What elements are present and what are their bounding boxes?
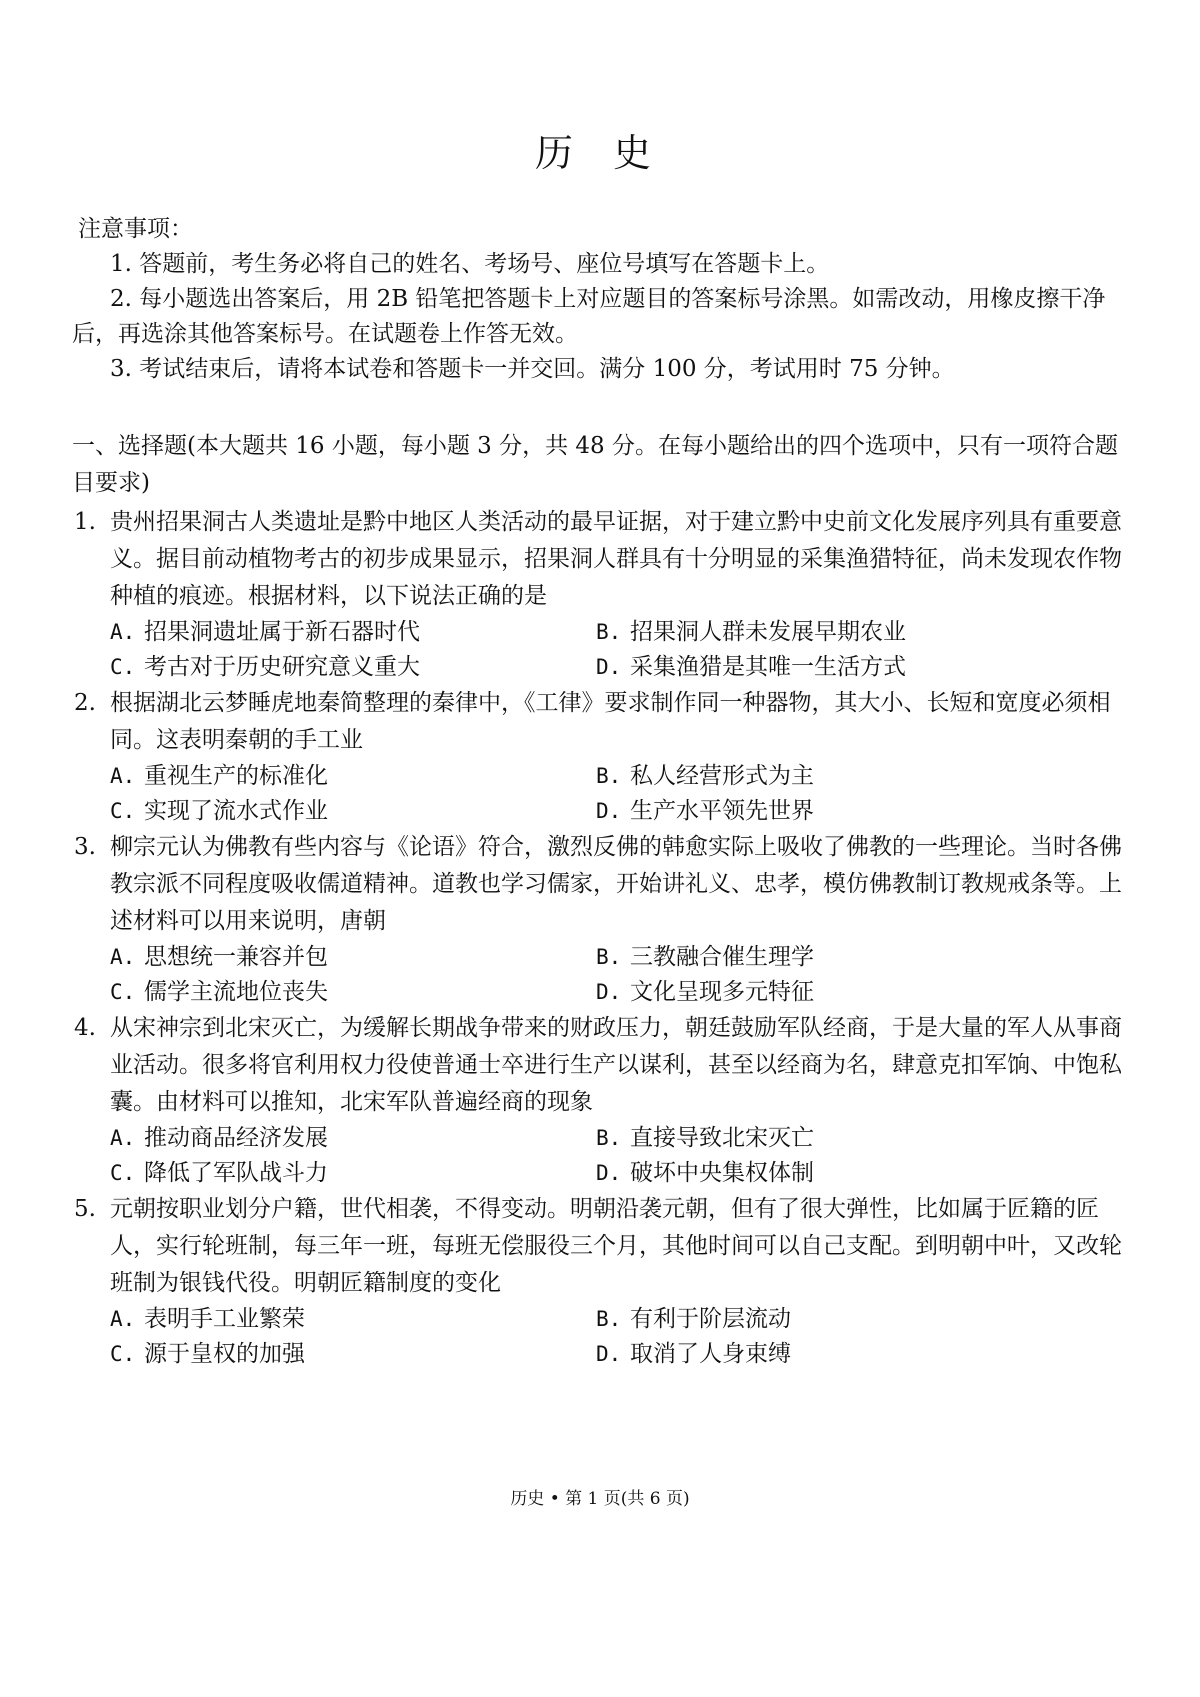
option-letter: C.	[110, 799, 136, 823]
question-stem	[74, 1191, 1144, 1302]
option-letter: D.	[596, 655, 622, 679]
option-text: 儒学主流地位丧失	[144, 979, 328, 1005]
question-text: 贵州招果洞古人类遗址是黔中地区人类活动的最早证据，对于建立黔中史前文化发展序列具有重要意义。据目前动植物考古的初步成果显示，招果洞人群具有十分明显的采集渔猎特征，尚未发现农作物种植的痕迹。根据材料，以下说法正确的是	[110, 509, 1122, 609]
option-text: 招果洞人群未发展早期农业	[630, 619, 906, 645]
question-number: 5.	[74, 1196, 96, 1222]
section-heading: 一、选择题(本大题共 16 小题，每小题 3 分，共 48 分。在每小题给出的四个选项中，只有一项符合题目要求)	[72, 433, 1119, 496]
option-letter: C.	[110, 655, 136, 679]
question-4	[74, 1010, 1144, 1191]
option-d[interactable]	[596, 975, 1082, 1010]
option-c[interactable]	[110, 794, 596, 829]
option-grid	[74, 615, 1144, 685]
option-b[interactable]	[596, 1302, 1082, 1337]
option-c[interactable]	[110, 1337, 596, 1372]
question-number: 2.	[74, 690, 96, 716]
notice-heading: 注意事项：	[78, 216, 193, 242]
option-letter: A.	[110, 764, 136, 788]
option-letter: B.	[596, 764, 622, 788]
option-letter: A.	[110, 945, 136, 969]
option-b[interactable]	[596, 1121, 1082, 1156]
notice-item: 3. 考试结束后，请将本试卷和答题卡一并交回。满分 100 分，考试用时 75 分钟。	[110, 356, 955, 382]
option-b[interactable]	[596, 615, 1082, 650]
option-grid	[74, 759, 1144, 829]
question-2	[74, 685, 1144, 829]
option-letter: A.	[110, 1307, 136, 1331]
option-letter: D.	[596, 980, 622, 1004]
option-letter: B.	[596, 945, 622, 969]
option-text: 取消了人身束缚	[630, 1341, 791, 1367]
question-number: 3.	[74, 834, 96, 860]
question-list	[74, 504, 1144, 1372]
question-stem	[74, 685, 1144, 759]
option-letter: D.	[596, 1342, 622, 1366]
option-letter: B.	[596, 1126, 622, 1150]
option-text: 私人经营形式为主	[630, 763, 814, 789]
option-text: 重视生产的标准化	[144, 763, 328, 789]
question-3	[74, 829, 1144, 1010]
option-text: 文化呈现多元特征	[630, 979, 814, 1005]
page-footer: 历史 • 第 1 页(共 6 页)	[510, 1489, 690, 1509]
page-title: 历 史	[534, 131, 666, 175]
notice-item: 2. 每小题选出答案后，用 2B 铅笔把答题卡上对应题目的答案标号涂黑。如需改动，用橡皮擦干净后，再选涂其他答案标号。在试题卷上作答无效。	[72, 286, 1106, 347]
question-1	[74, 504, 1144, 685]
question-5	[74, 1191, 1144, 1372]
option-a[interactable]	[110, 940, 596, 975]
option-text: 采集渔猎是其唯一生活方式	[630, 654, 906, 680]
option-c[interactable]	[110, 650, 596, 685]
option-text: 三教融合催生理学	[630, 944, 814, 970]
notice-item: 1. 答题前，考生务必将自己的姓名、考场号、座位号填写在答题卡上。	[110, 251, 830, 277]
question-stem	[74, 504, 1144, 615]
option-a[interactable]	[110, 615, 596, 650]
question-text: 从宋神宗到北宋灭亡，为缓解长期战争带来的财政压力，朝廷鼓励军队经商，于是大量的军人从事商业活动。很多将官利用权力役使普通士卒进行生产以谋利，甚至以经商为名，肆意克扣军饷、中饱私囊。由材料可以推知，北宋军队普遍经商的现象	[110, 1015, 1122, 1115]
option-text: 破坏中央集权体制	[630, 1160, 814, 1186]
option-d[interactable]	[596, 794, 1082, 829]
option-text: 生产水平领先世界	[630, 798, 814, 824]
option-b[interactable]	[596, 759, 1082, 794]
option-letter: C.	[110, 1161, 136, 1185]
option-text: 表明手工业繁荣	[144, 1306, 305, 1332]
question-stem	[74, 1010, 1144, 1121]
option-a[interactable]	[110, 1302, 596, 1337]
option-b[interactable]	[596, 940, 1082, 975]
option-letter: A.	[110, 1126, 136, 1150]
option-c[interactable]	[110, 975, 596, 1010]
option-text: 招果洞遗址属于新石器时代	[144, 619, 420, 645]
question-number: 1.	[74, 509, 96, 535]
option-grid	[74, 1121, 1144, 1191]
option-letter: A.	[110, 620, 136, 644]
notice-block	[72, 212, 1132, 387]
option-text: 源于皇权的加强	[144, 1341, 305, 1367]
option-letter: D.	[596, 799, 622, 823]
option-text: 推动商品经济发展	[144, 1125, 328, 1151]
option-a[interactable]	[110, 1121, 596, 1156]
option-grid	[74, 940, 1144, 1010]
option-text: 思想统一兼容并包	[144, 944, 328, 970]
question-number: 4.	[74, 1015, 96, 1041]
question-text: 柳宗元认为佛教有些内容与《论语》符合，激烈反佛的韩愈实际上吸收了佛教的一些理论。当时各佛教宗派不同程度吸收儒道精神。道教也学习儒家，开始讲礼义、忠孝，模仿佛教制订教规戒条等。上述材料可以用来说明，唐朝	[110, 834, 1122, 934]
option-letter: D.	[596, 1161, 622, 1185]
question-text: 元朝按职业划分户籍，世代相袭，不得变动。明朝沿袭元朝，但有了很大弹性，比如属于匠籍的匠人，实行轮班制，每三年一班，每班无偿服役三个月，其他时间可以自己支配。到明朝中叶，又改轮班制为银钱代役。明朝匠籍制度的变化	[110, 1196, 1122, 1296]
option-text: 直接导致北宋灭亡	[630, 1125, 814, 1151]
option-letter: B.	[596, 1307, 622, 1331]
question-text: 根据湖北云梦睡虎地秦简整理的秦律中，《工律》要求制作同一种器物，其大小、长短和宽度必须相同。这表明秦朝的手工业	[110, 690, 1111, 753]
option-d[interactable]	[596, 1337, 1082, 1372]
option-text: 降低了军队战斗力	[144, 1160, 328, 1186]
option-text: 有利于阶层流动	[630, 1306, 791, 1332]
option-letter: C.	[110, 980, 136, 1004]
option-letter: B.	[596, 620, 622, 644]
option-d[interactable]	[596, 1156, 1082, 1191]
option-d[interactable]	[596, 650, 1082, 685]
option-c[interactable]	[110, 1156, 596, 1191]
question-stem	[74, 829, 1144, 940]
option-letter: C.	[110, 1342, 136, 1366]
option-a[interactable]	[110, 759, 596, 794]
option-text: 考古对于历史研究意义重大	[144, 654, 420, 680]
option-text: 实现了流水式作业	[144, 798, 328, 824]
option-grid	[74, 1302, 1144, 1372]
